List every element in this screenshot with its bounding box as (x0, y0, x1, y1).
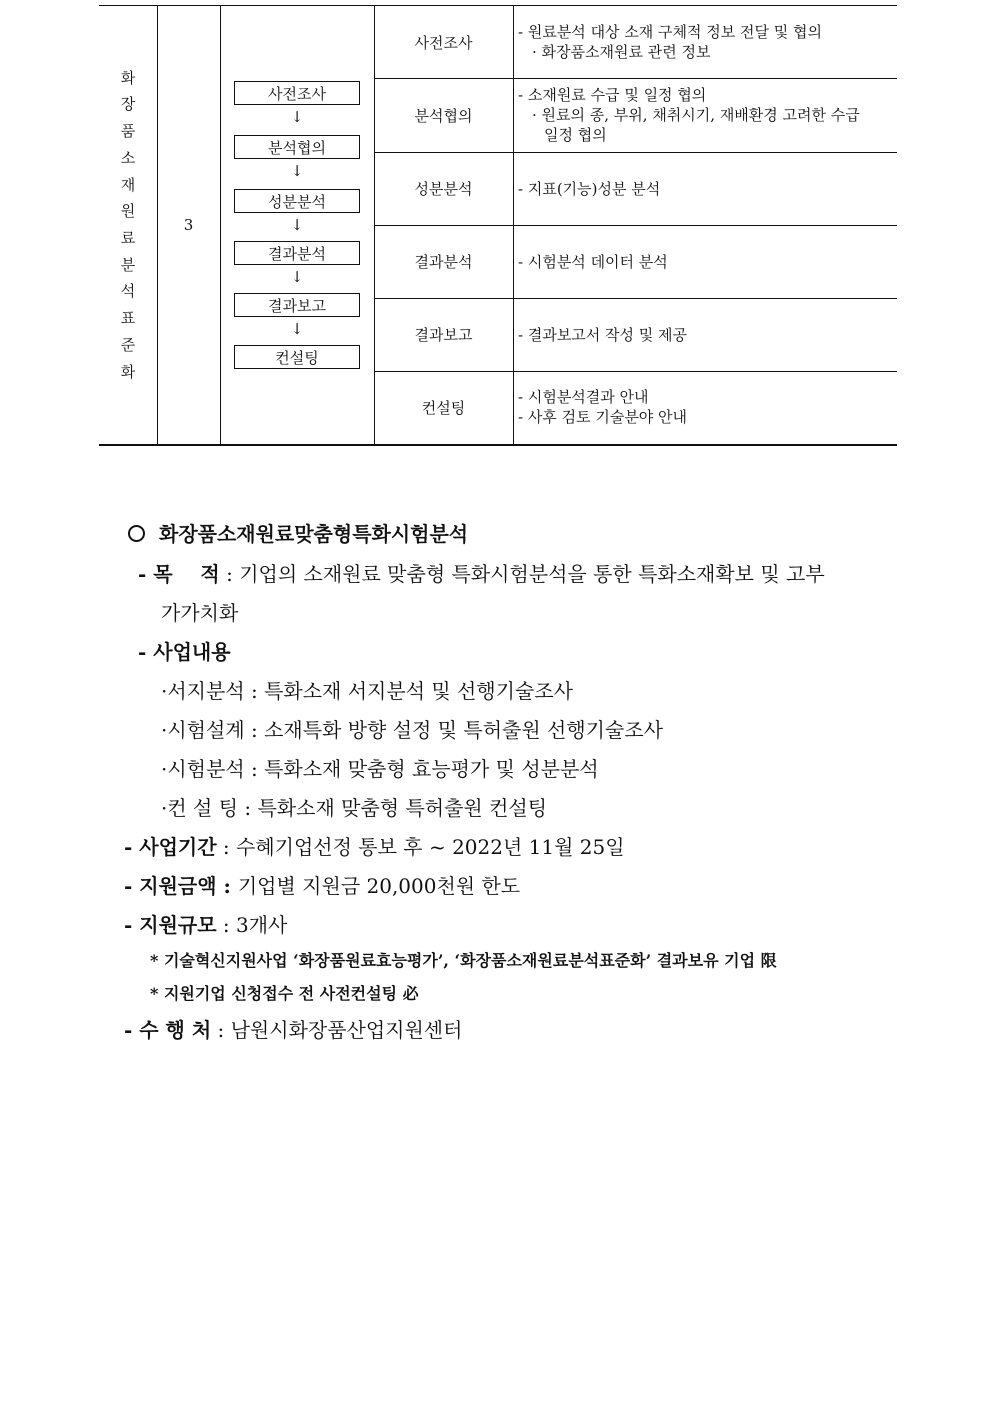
dash: - (138, 562, 154, 586)
description-cell (514, 78, 897, 152)
scale-text: : 3개사 (216, 913, 288, 937)
category-char: 준 (120, 335, 136, 354)
step-cell: 컨설팅 (421, 398, 466, 417)
description-line: - 결과보고서 작성 및 제공 (518, 325, 688, 344)
down-arrow-icon: ↓ (290, 320, 304, 338)
content-label: 사업내용 (153, 640, 231, 664)
category-char: 재 (120, 175, 136, 194)
dash: - (124, 1018, 140, 1042)
category-char: 화 (120, 362, 136, 381)
scale-label: 지원규모 (139, 913, 217, 937)
circle-bullet-icon (128, 525, 145, 542)
purpose-text-cont: 가가치화 (161, 601, 239, 625)
step-cell: 결과보고 (414, 326, 473, 344)
down-arrow-icon: ↓ (290, 108, 304, 126)
description-cell (514, 371, 897, 443)
flow-step-box: 컨설팅 (234, 345, 360, 369)
description-line: · 원료의 종, 부위, 채취시기, 재배환경 고려한 수급 (532, 106, 860, 124)
description-line: 일정 협의 (544, 126, 607, 144)
content-item: ·서지분석 : 특화소재 서지분석 및 선행기술조사 (161, 679, 573, 703)
down-arrow-icon: ↓ (290, 162, 304, 180)
category-char: 품 (120, 122, 136, 141)
category-char: 화 (120, 68, 136, 87)
step-cell: 사전조사 (414, 33, 473, 52)
description-line: · 화장품소재원료 관련 정보 (532, 43, 711, 61)
dash: - (124, 913, 140, 937)
category-char: 소 (120, 148, 136, 167)
period-text: : 수혜기업선정 통보 후 ~ 2022년 11월 25일 (216, 835, 625, 859)
description-cell (514, 225, 897, 298)
category-char: 료 (120, 229, 136, 247)
purpose-label: 목 적 (153, 562, 220, 586)
amount-separator: : (216, 874, 238, 898)
flow-diagram (220, 6, 374, 444)
category-char: 표 (120, 309, 136, 328)
period-label: 사업기간 (139, 835, 217, 859)
description-cell (514, 6, 897, 78)
dash: - (124, 835, 140, 859)
description-line: - 시험분석 데이터 분석 (518, 252, 668, 271)
category-char: 원 (120, 202, 136, 221)
category-char: 석 (120, 282, 136, 301)
section-title-text: 화장품소재원료맞춤형특화시험분석 (159, 522, 469, 546)
description-line: - 사후 검토 기술분야 안내 (518, 408, 688, 426)
org-label: 수 행 처 (139, 1018, 212, 1042)
flow-step-box: 결과분석 (234, 241, 360, 265)
content-item: ·시험설계 : 소재특화 방향 설정 및 특허출원 선행기술조사 (161, 718, 663, 742)
purpose-text: 기업의 소재원료 맞춤형 특화시험분석을 통한 특화소재확보 및 고부 (239, 562, 825, 586)
section-title (128, 518, 468, 547)
amount-label: 지원금액 (139, 874, 217, 898)
category-char: 장 (120, 95, 136, 114)
purpose-line (138, 558, 825, 587)
description-line: - 소재원료 수급 및 일정 협의 (518, 86, 707, 104)
scale-line (124, 909, 287, 938)
flow-step-box: 결과보고 (234, 293, 360, 317)
amount-text: 기업별 지원금 20,000천원 한도 (237, 874, 521, 898)
content-item: ·컨 설 팅 : 특화소재 맞춤형 특허출원 컨설팅 (161, 796, 548, 820)
step-cell: 분석협의 (414, 106, 473, 125)
description-line: - 시험분석결과 안내 (518, 388, 649, 406)
period-line (124, 831, 625, 860)
flow-step-box: 성분분석 (234, 189, 360, 213)
description-cell (514, 152, 897, 225)
process-table (99, 5, 897, 446)
flow-step-box: 사전조사 (234, 81, 360, 105)
category-cell (99, 6, 157, 444)
item-number: 3 (183, 216, 194, 234)
down-arrow-icon: ↓ (290, 216, 304, 234)
purpose-separator: : (219, 562, 240, 586)
dash: - (124, 874, 140, 898)
description-line: - 지표(기능)성분 분석 (518, 179, 661, 198)
category-char: 분 (120, 255, 136, 274)
org-text: : 남원시화장품산업지원센터 (211, 1018, 463, 1042)
down-arrow-icon: ↓ (290, 268, 304, 286)
step-cell: 결과분석 (414, 253, 473, 271)
note-2: * 지원기업 신청접수 전 사전컨설팅 必 (150, 984, 419, 1003)
description-line: - 원료분석 대상 소재 구체적 정보 전달 및 협의 (518, 23, 823, 41)
dash: - (138, 640, 154, 664)
content-heading (138, 636, 231, 665)
number-cell (157, 6, 220, 444)
description-cell (514, 298, 897, 371)
amount-line (124, 870, 520, 899)
step-cell: 성분분석 (414, 180, 473, 198)
content-item: ·시험분석 : 특화소재 맞춤형 효능평가 및 성분분석 (161, 757, 599, 781)
note-1: * 기술혁신지원사업 ‘화장품원료효능평가’, ‘화장품소재원료분석표준화’ 결과보유 기업 限 (150, 951, 777, 970)
org-line (124, 1014, 462, 1043)
flow-step-box: 분석협의 (234, 135, 360, 159)
